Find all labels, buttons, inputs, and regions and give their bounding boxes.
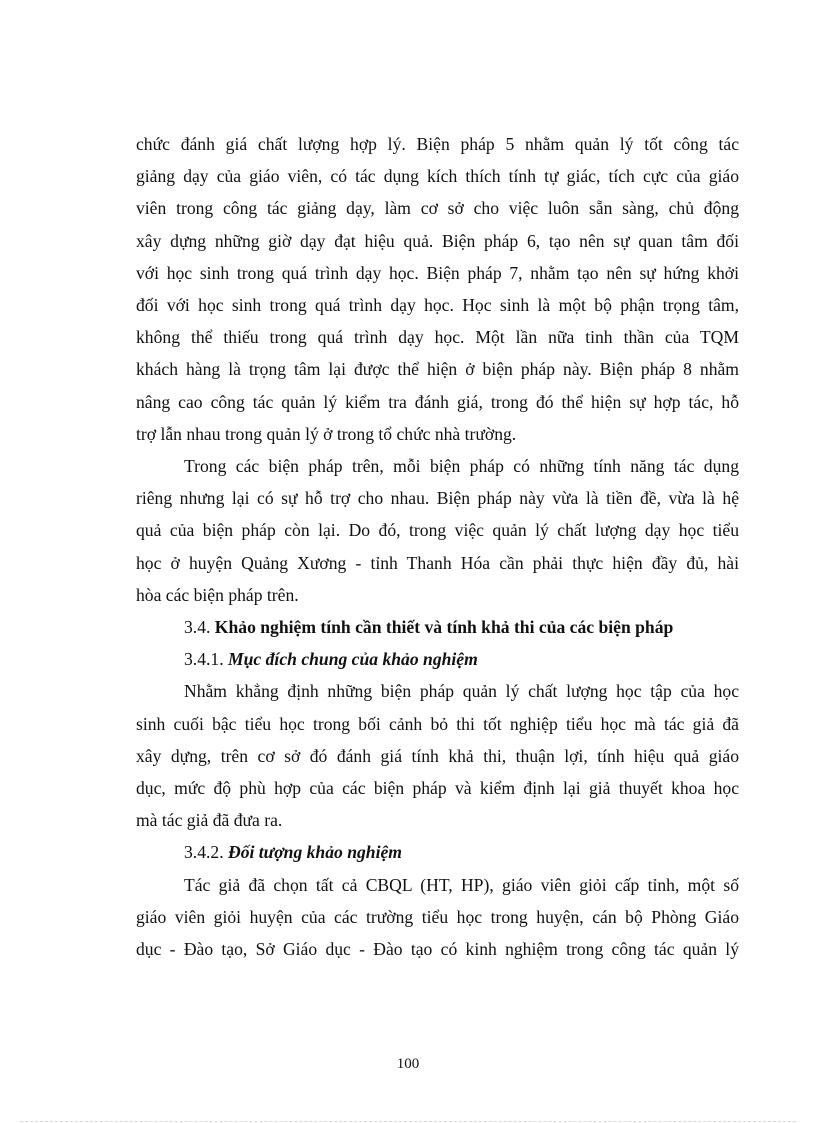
text-line: với học sinh trong quá trình dạy học. Biện pháp 7, nhằm tạo nên sự hứng khởi <box>136 262 739 283</box>
paragraph-purpose <box>136 675 739 836</box>
text-line: nâng cao công tác quản lý kiểm tra đánh giá, trong đó thể hiện sự hợp tác, hỗ <box>136 391 739 412</box>
text-line: riêng nhưng lại có sự hỗ trợ cho nhau. Biện pháp này vừa là tiền đề, vừa là hệ <box>136 488 739 509</box>
section-title: Mục đích chung của khảo nghiệm <box>228 649 478 670</box>
text-line: giảng dạy của giáo viên, có tác dụng kích thích tính tự giác, tích cực của giáo <box>136 166 739 187</box>
page-bottom-divider <box>20 1121 796 1122</box>
text-line: Nhằm khẳng định những biện pháp quản lý chất lượng học tập của học <box>184 681 739 702</box>
text-line: đối với học sinh trong quá trình dạy học. Học sinh là một bộ phận trọng tâm, <box>136 295 739 316</box>
page-number: 100 <box>396 1056 420 1072</box>
text-line: trợ lẫn nhau trong quản lý ở trong tổ chức nhà trường. <box>136 423 517 444</box>
text-line: chức đánh giá chất lượng hợp lý. Biện pháp 5 nhằm quản lý tốt công tác <box>136 134 739 154</box>
text-line: mà tác giả đã đưa ra. <box>136 810 283 831</box>
section-title: Khảo nghiệm tính cần thiết và tính khả thi của các biện pháp <box>214 617 674 638</box>
section-number: 3.4.1. <box>184 649 224 670</box>
section-number: 3.4.2. <box>184 842 224 863</box>
page-body <box>136 128 739 965</box>
section-title: Đối tượng khảo nghiệm <box>228 842 402 863</box>
text-line: giáo viên giỏi huyện của các trường tiểu học trong huyện, cán bộ Phòng Giáo <box>136 906 739 927</box>
text-line: dục - Đào tạo, Sở Giáo dục - Đào tạo có kinh nghiệm trong công tác quản lý <box>136 939 739 960</box>
text-line: Trong các biện pháp trên, mỗi biện pháp có những tính năng tác dụng <box>184 456 739 477</box>
text-line: hòa các biện pháp trên. <box>136 584 299 605</box>
section-heading-3-4 <box>136 611 739 643</box>
section-number: 3.4. <box>184 617 211 638</box>
section-heading-3-4-1 <box>136 643 739 675</box>
text-line: viên trong công tác giảng dạy, làm cơ sở cho việc luôn sẵn sàng, chủ động <box>136 198 739 219</box>
paragraph-continuation <box>136 128 739 450</box>
text-line: Tác giả đã chọn tất cả CBQL (HT, HP), giáo viên giỏi cấp tỉnh, một số <box>184 874 739 895</box>
text-line: xây dựng những giờ dạy đạt hiệu quả. Biện pháp 6, tạo nên sự quan tâm đối <box>136 230 739 251</box>
text-line: học ở huyện Quảng Xương - tỉnh Thanh Hóa cần phải thực hiện đầy đủ, hài <box>136 552 739 573</box>
text-line: sinh cuối bậc tiểu học trong bối cảnh bỏ thi tốt nghiệp tiểu học mà tác giả đã <box>136 713 739 734</box>
paragraph-summary <box>136 450 739 611</box>
text-line: dục, mức độ phù hợp của các biện pháp và kiểm định lại giả thuyết khoa học <box>136 778 739 799</box>
text-line: xây dựng, trên cơ sở đó đánh giá tính khả thi, thuận lợi, tính hiệu quả giáo <box>136 745 739 766</box>
text-line: quả của biện pháp còn lại. Do đó, trong việc quản lý chất lượng dạy học tiểu <box>136 520 739 541</box>
text-line: không thể thiếu trong quá trình dạy học. Một lần nữa tinh thần của TQM <box>136 327 739 348</box>
section-heading-3-4-2 <box>136 836 739 868</box>
text-line: khách hàng là trọng tâm lại được thể hiện ở biện pháp này. Biện pháp 8 nhằm <box>136 359 739 380</box>
paragraph-subjects <box>136 869 739 966</box>
